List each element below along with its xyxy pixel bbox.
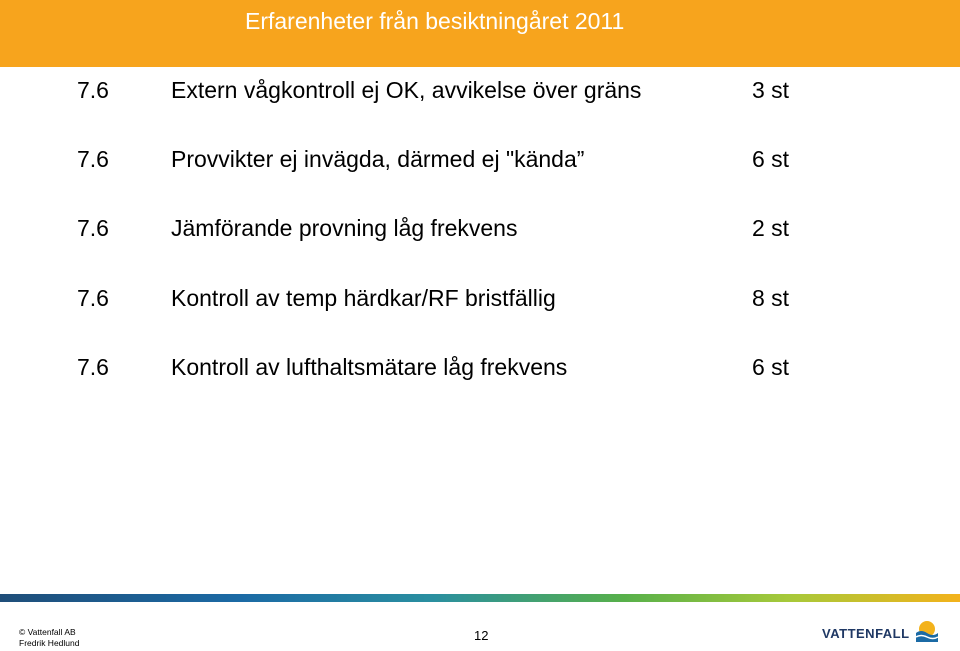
- logo-text: VATTENFALL: [822, 625, 910, 641]
- list-item: [0, 210, 960, 246]
- item-text: Kontroll av temp härdkar/RF bristfällig: [171, 285, 556, 311]
- list-item: [0, 349, 960, 385]
- slide-title: Erfarenheter från besiktningåret 2011: [245, 8, 625, 34]
- item-code: 7.6: [77, 354, 109, 380]
- item-count: 2 st: [752, 215, 790, 241]
- item-code: 7.6: [77, 215, 109, 241]
- author-text: Fredrik Hedlund: [19, 638, 80, 648]
- list-item: [0, 280, 960, 316]
- item-count: 3 st: [752, 77, 790, 103]
- item-text: Extern vågkontroll ej OK, avvikelse över gräns: [171, 77, 642, 103]
- list-item: [0, 72, 960, 108]
- page-number: 12: [474, 628, 489, 643]
- sun-wave-icon: [914, 618, 940, 649]
- item-text: Jämförande provning låg frekvens: [171, 215, 518, 241]
- item-text: Kontroll av lufthaltsmätare låg frekvens: [171, 354, 568, 380]
- item-code: 7.6: [77, 285, 109, 311]
- item-code: 7.6: [77, 146, 109, 172]
- list-item: [0, 141, 960, 177]
- item-count: 8 st: [752, 285, 790, 311]
- title-bar: [0, 0, 960, 67]
- item-text: Provvikter ej invägda, därmed ej "kända”: [171, 146, 585, 172]
- item-count: 6 st: [752, 354, 790, 380]
- vattenfall-logo: [822, 620, 940, 646]
- footer-divider: [0, 594, 960, 602]
- item-code: 7.6: [77, 77, 109, 103]
- item-count: 6 st: [752, 146, 790, 172]
- copyright-text: © Vattenfall AB: [19, 627, 76, 637]
